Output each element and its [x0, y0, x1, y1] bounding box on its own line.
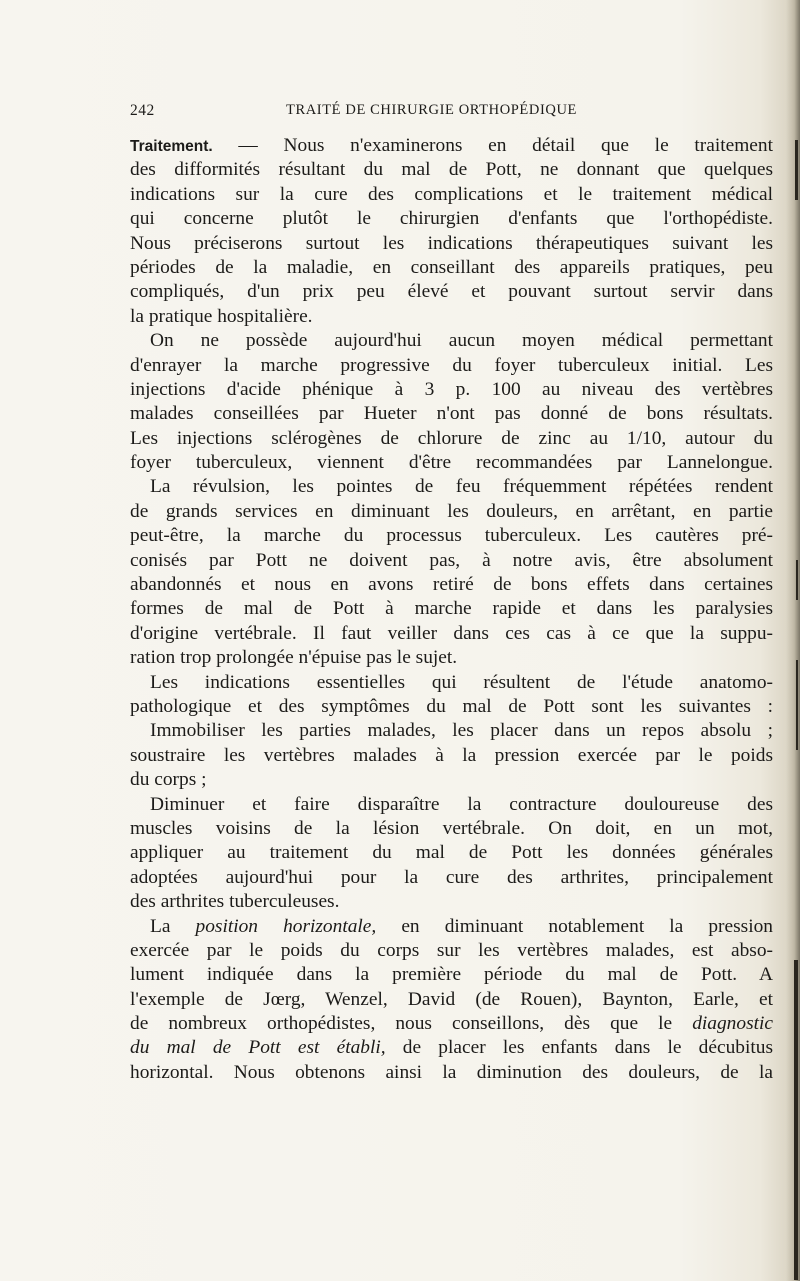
text-line: Les indications essentielles qui résultent de l'étude anatomo-	[150, 671, 773, 693]
text-line: abandonnés et nous en avons retiré de bons effets dans certaines	[130, 574, 773, 596]
text-line: appliquer au traitement du mal de Pott les données générales	[130, 842, 773, 864]
text-line: peut-être, la marche du processus tuberculeux. Les cautères pré-	[130, 525, 773, 547]
text-line: muscles voisins de la lésion vertébrale. On doit, en un mot,	[130, 817, 773, 839]
text-line: horizontal. Nous obtenons ainsi la diminution des douleurs, de la	[130, 1061, 773, 1083]
text-line: Nous préciserons surtout les indications thérapeutiques suivant les	[130, 232, 773, 254]
text-line: injections d'acide phénique à 3 p. 100 au niveau des vertèbres	[130, 378, 773, 400]
text-line: l'exemple de Jœrg, Wenzel, David (de Rouen), Baynton, Earle, et	[130, 988, 773, 1010]
text-line: exercée par le poids du corps sur les vertèbres malades, est abso-	[130, 939, 773, 961]
text-line: compliqués, d'un prix peu élevé et pouvant surtout servir dans	[130, 281, 773, 303]
text-line: La position horizontale, en diminuant notablement la pression	[150, 915, 773, 937]
running-head	[130, 102, 770, 126]
text-line: de nombreux orthopédistes, nous conseillons, dès que le diagnostic	[130, 1013, 773, 1035]
page-edge-damage	[796, 560, 798, 600]
body-text	[130, 134, 773, 1085]
text-line: soustraire les vertèbres malades à la pression exercée par le poids	[130, 744, 773, 766]
page-number: 242	[130, 102, 155, 119]
text-line: conisés par Pott ne doivent pas, à notre avis, être absolument	[130, 549, 773, 571]
text-line: pathologique et des symptômes du mal de Pott sont les suivantes :	[130, 695, 773, 717]
text-line: Diminuer et faire disparaître la contracture douloureuse des	[150, 793, 773, 815]
text-line: indications sur la cure des complications et le traitement médical	[130, 183, 773, 205]
italic-phrase: position horizontale,	[195, 915, 377, 937]
text-line: foyer tuberculeux, viennent d'être recommandées par Lannelongue.	[130, 452, 773, 474]
text-line: malades conseillées par Hueter n'ont pas donné de bons résultats.	[130, 403, 773, 425]
text-line: des arthrites tuberculeuses.	[130, 891, 340, 913]
text-line: d'origine vertébrale. Il faut veiller dans ces cas à ce que la suppu-	[130, 622, 773, 644]
text-line: périodes de la maladie, en conseillant des appareils pratiques, peu	[130, 256, 773, 278]
text-line: La révulsion, les pointes de feu fréquemment répétées rendent	[150, 476, 773, 498]
page-edge-damage	[795, 140, 798, 200]
text-line: d'enrayer la marche progressive du foyer tuberculeux initial. Les	[130, 354, 773, 376]
italic-phrase: du mal de Pott est établi,	[130, 1037, 386, 1059]
text-line: lument indiquée dans la première période du mal de Pott. A	[130, 964, 773, 986]
running-title: TRAITÉ DE CHIRURGIE ORTHOPÉDIQUE	[286, 102, 577, 118]
text-line: Traitement. — Nous n'examinerons en détail que le traitement	[130, 135, 773, 156]
text-line: du corps ;	[130, 769, 207, 791]
text-line: du mal de Pott est établi, de placer les enfants dans le décubitus	[130, 1037, 773, 1059]
section-lead: Traitement.	[130, 138, 213, 155]
text-line: Les injections sclérogènes de chlorure de zinc au 1/10, autour du	[130, 427, 773, 449]
page-edge-damage	[794, 960, 798, 1280]
text-line: formes de mal de Pott à marche rapide et dans les paralysies	[130, 598, 773, 620]
text-line: des difformités résultant du mal de Pott, ne donnant que quelques	[130, 159, 773, 181]
text-line: Immobiliser les parties malades, les placer dans un repos absolu ;	[150, 720, 773, 742]
text-line: On ne possède aujourd'hui aucun moyen médical permettant	[150, 330, 773, 352]
italic-phrase: diagnostic	[692, 1013, 773, 1035]
text-line: la pratique hospitalière.	[130, 305, 313, 327]
text-line: de grands services en diminuant les douleurs, en arrêtant, en partie	[130, 500, 773, 522]
page-edge-damage	[796, 660, 798, 750]
text-line: ration trop prolongée n'épuise pas le sujet.	[130, 647, 458, 669]
text-line: qui concerne plutôt le chirurgien d'enfants que l'orthopédiste.	[130, 208, 773, 230]
text-line: adoptées aujourd'hui pour la cure des arthrites, principalement	[130, 866, 773, 888]
